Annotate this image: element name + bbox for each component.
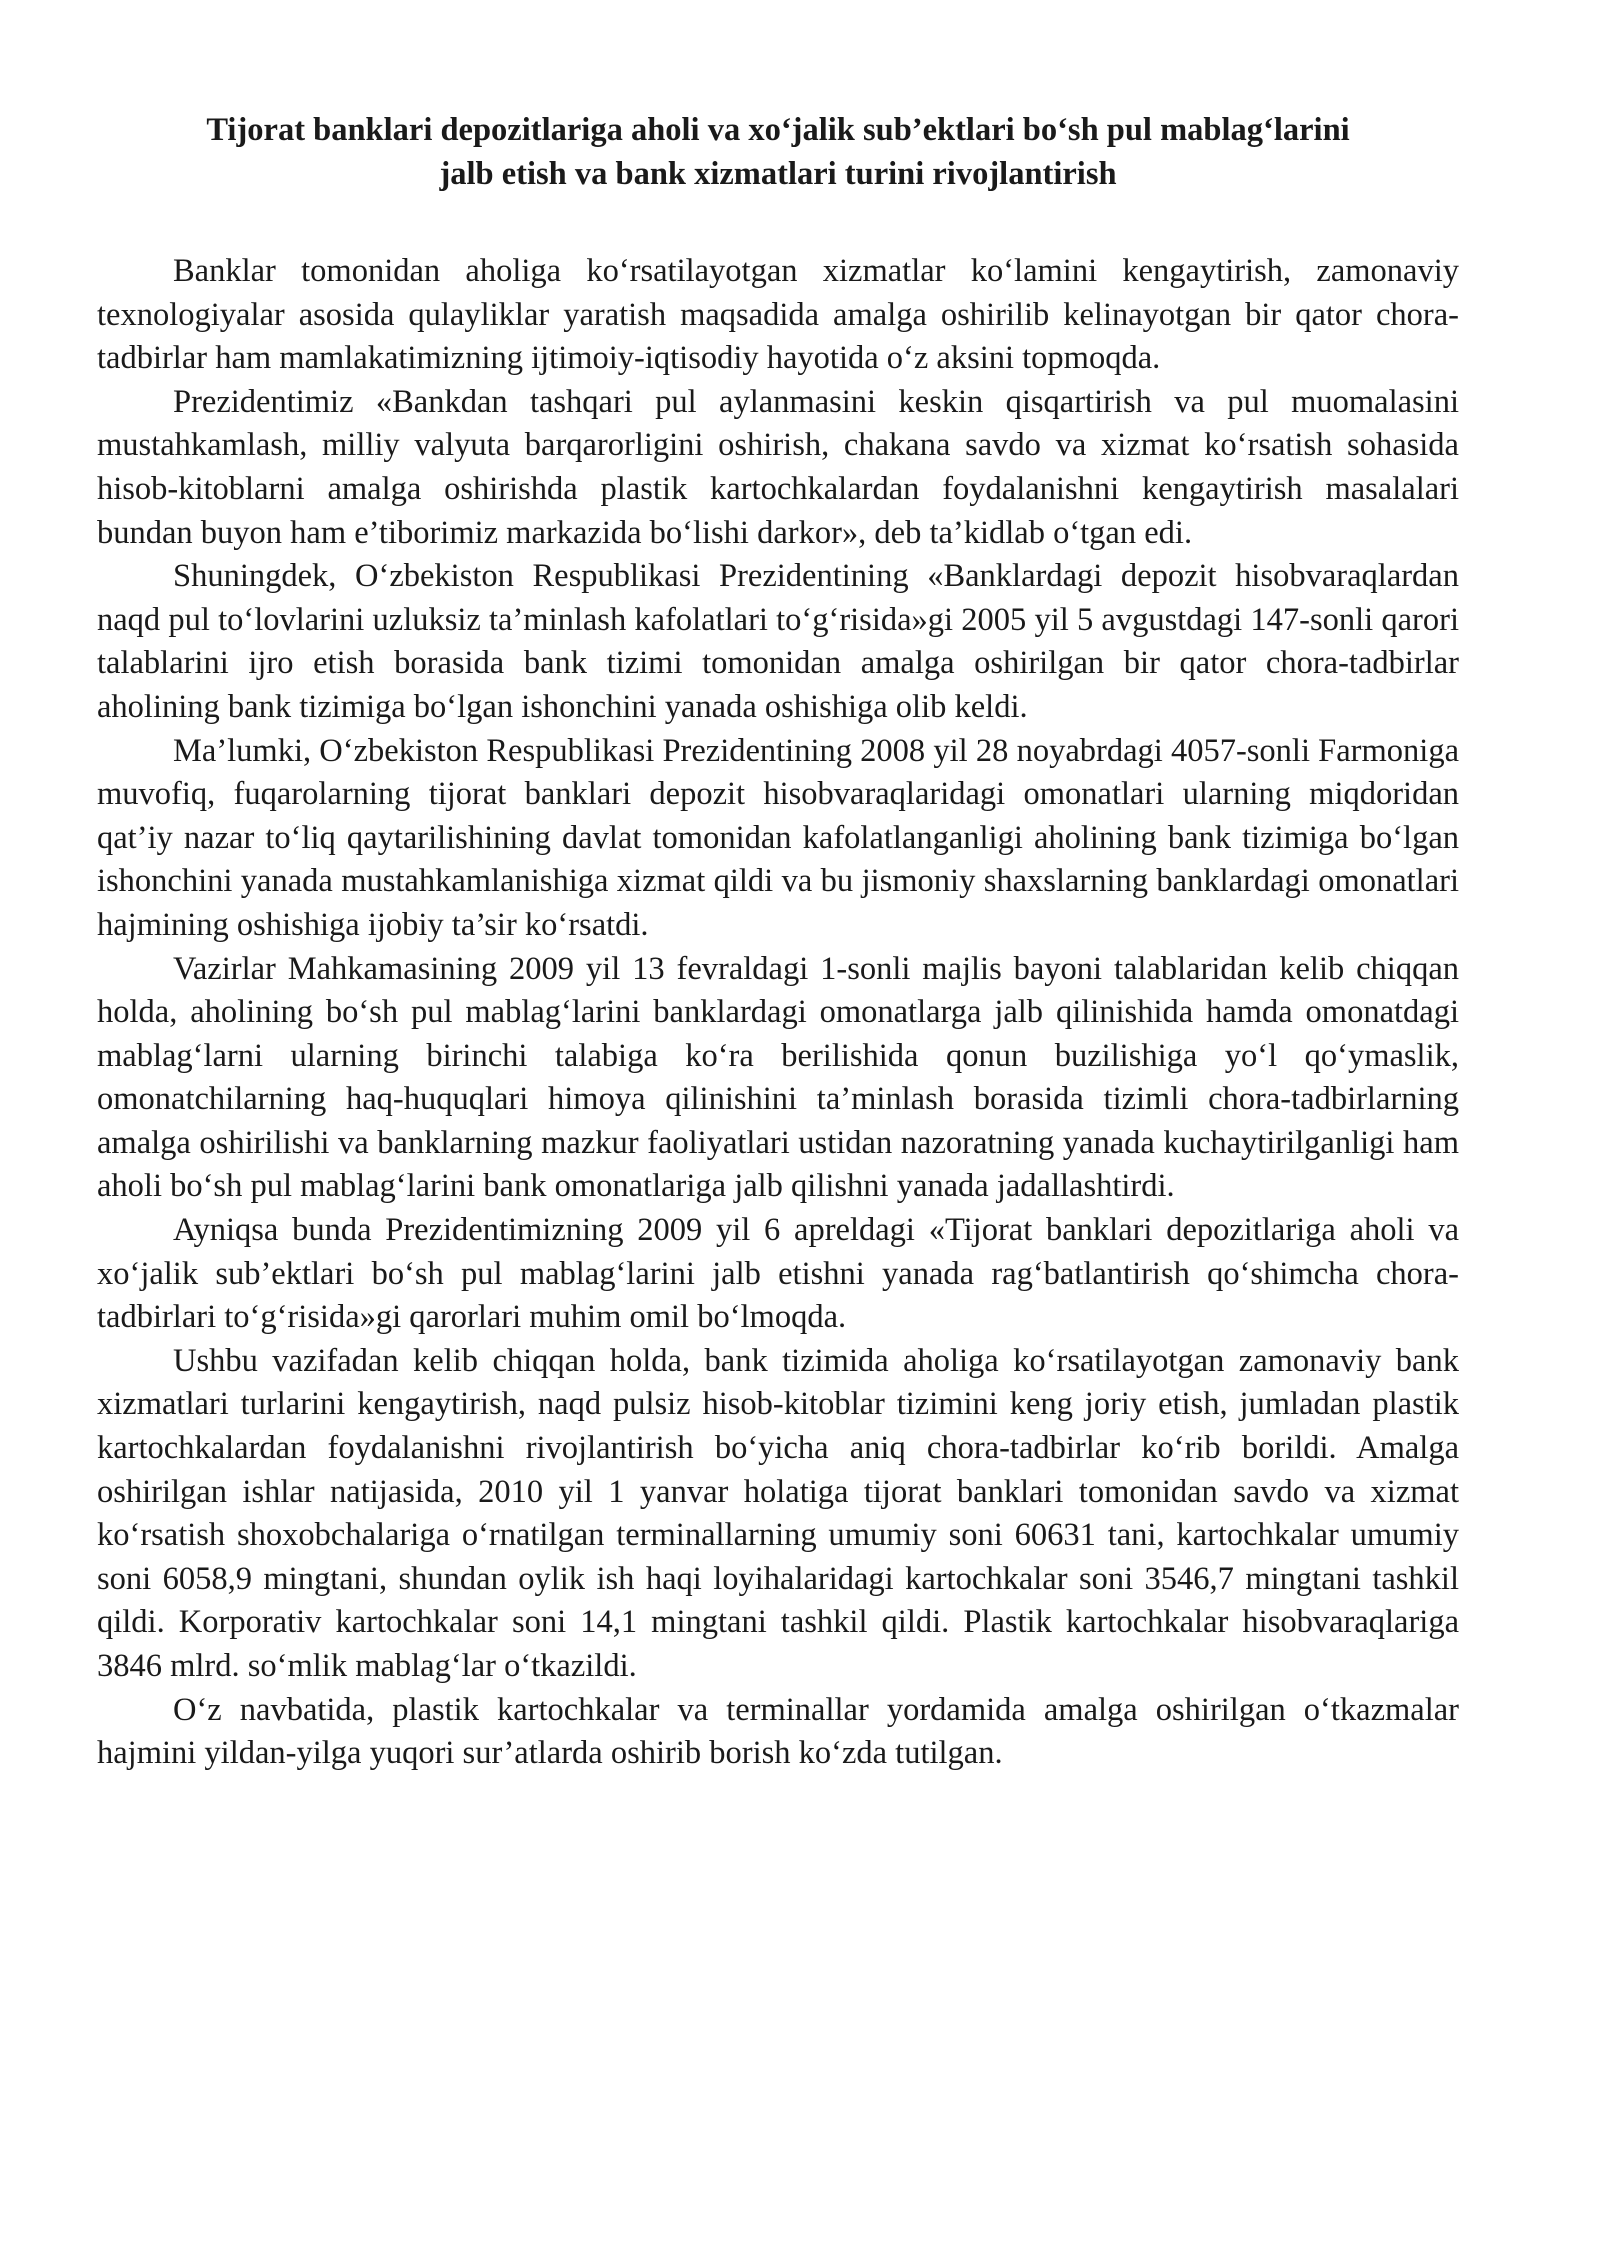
paragraph-5: Vazirlar Mahkamasining 2009 yil 13 fevraldagi 1-sonli majlis bayoni talablaridan kelib chiqqan holda, aholining bo‘sh pul mablag‘larini banklardagi omonatlarga jalb qilinishida hamda omonatdagi mablag‘larni ularning birinchi talabiga ko‘ra berilishida qonun buzilishiga yo‘l qo‘ymaslik, omonatchilarning haq-huquqlari himoya qilinishini ta’minlash borasida tizimli chora-tadbirlarning amalga oshirilishi va banklarning mazkur faoliyatlari ustidan nazoratning yanada kuchaytirilganligi ham aholi bo‘sh pul mablag‘larini bank omonatlariga jalb qilishni yanada jadallashtirdi.: [97, 950, 1459, 1205]
document-title: [97, 108, 1459, 196]
title-line-1: Tijorat banklari depozitlariga aholi va xo‘jalik sub’ektlari bo‘sh pul mablag‘larini: [206, 112, 1350, 148]
paragraph-8: O‘z navbatida, plastik kartochkalar va terminallar yordamida amalga oshirilgan o‘tkazmalar hajmini yildan-yilga yuqori sur’atlarda oshirib borish ko‘zda tutilgan.: [97, 1691, 1459, 1772]
paragraph-2: Prezidentimiz «Bankdan tashqari pul aylanmasini keskin qisqartirish va pul muomalasini mustahkamlash, milliy valyuta barqarorligini oshirish, chakana savdo va xizmat ko‘rsatish sohasida hisob-kitoblarni amalga oshirishda plastik kartochkalardan foydalanishni kengaytirish masalalari bundan buyon ham e’tiborimiz markazida bo‘lishi darkor», deb ta’kidlab o‘tgan edi.: [97, 383, 1459, 551]
paragraph-4: Ma’lumki, O‘zbekiston Respublikasi Prezidentining 2008 yil 28 noyabrdagi 4057-sonli Farmoniga muvofiq, fuqarolarning tijorat banklari depozit hisobvaraqlaridagi omonatlari ularning miqdoridan qat’iy nazar to‘liq qaytarilishining davlat tomonidan kafolatlanganligi aholining bank tizimiga bo‘lgan ishonchini yanada mustahkamlanishiga xizmat qildi va bu jismoniy shaxslarning banklardagi omonatlari hajmining oshishiga ijobiy ta’sir ko‘rsatdi.: [97, 732, 1459, 943]
document-content: [97, 108, 1459, 1776]
paragraph-3: Shuningdek, O‘zbekiston Respublikasi Prezidentining «Banklardagi depozit hisobvaraqlardan naqd pul to‘lovlarini uzluksiz ta’minlash kafolatlari to‘g‘risida»gi 2005 yil 5 avgustdagi 147-sonli qarori talablarini ijro etish borasida bank tizimi tomonidan amalga oshirilgan bir qator chora-tadbirlar aholining bank tizimiga bo‘lgan ishonchini yanada oshishiga olib keldi.: [97, 558, 1459, 725]
paragraph-6: Ayniqsa bunda Prezidentimizning 2009 yil 6 apreldagi «Tijorat banklari depozitlariga aholi va xo‘jalik sub’ektlari bo‘sh pul mablag‘larini jalb etishni yanada rag‘batlantirish qo‘shimcha chora-tadbirlari to‘g‘risida»gi qarorlari muhim omil bo‘lmoqda.: [97, 1212, 1459, 1336]
paragraph-1: Banklar tomonidan aholiga ko‘rsatilayotgan xizmatlar ko‘lamini kengaytirish, zamonaviy texnologiyalar asosida qulayliklar yaratish maqsadida amalga oshirilib kelinayotgan bir qator chora-tadbirlar ham mamlakatimizning ijtimoiy-iqtisodiy hayotida o‘z aksini topmoqda.: [97, 253, 1459, 377]
paragraph-7: Ushbu vazifadan kelib chiqqan holda, bank tizimida aholiga ko‘rsatilayotgan zamonaviy bank xizmatlari turlarini kengaytirish, naqd pulsiz hisob-kitoblar tizimini keng joriy etish, jumladan plastik kartochkalardan foydalanishni rivojlantirish bo‘yicha aniq chora-tadbirlar ko‘rib borildi. Amalga oshirilgan ishlar natijasida, 2010 yil 1 yanvar holatiga tijorat banklari tomonidan savdo va xizmat ko‘rsatish shoxobchalariga o‘rnatilgan terminallarning umumiy soni 60631 tani, kartochkalar umumiy soni 6058,9 mingtani, shundan oylik ish haqi loyihalaridagi kartochkalar soni 3546,7 mingtani tashkil qildi. Korporativ kartochkalar soni 14,1 mingtani tashkil qildi. Plastik kartochkalar hisobvaraqlariga 3846 mlrd. so‘mlik mablag‘lar o‘tkazildi.: [97, 1342, 1459, 1684]
title-line-2: jalb etish va bank xizmatlari turini rivojlantirish: [439, 156, 1117, 192]
